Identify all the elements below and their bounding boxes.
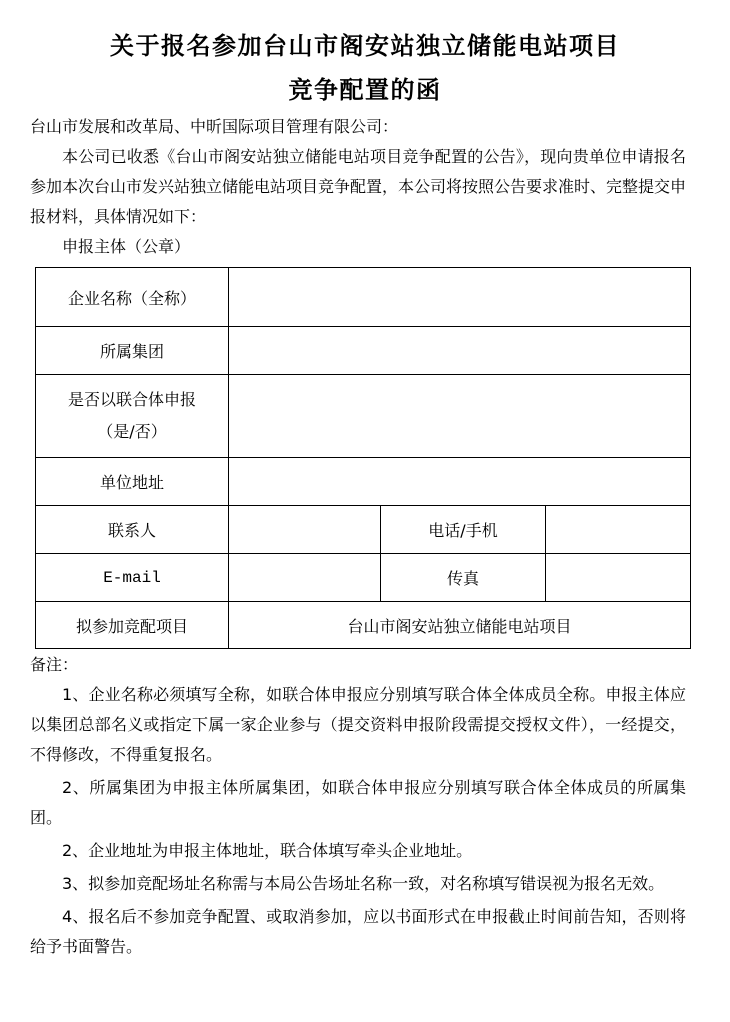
email-label: E-mail xyxy=(36,554,229,602)
body-paragraph: 本公司已收悉《台山市阁安站独立储能电站项目竞争配置的公告》，现向贵单位申请报名参加本次台山市发兴站独立储能电站项目竞争配置，本公司将按照公告要求准时、完整提交申报材料，具体情况如下： xyxy=(30,147,687,226)
email-field[interactable] xyxy=(229,554,381,602)
phone-field[interactable] xyxy=(546,506,691,554)
group-field[interactable] xyxy=(229,327,691,375)
contact-label: 联系人 xyxy=(36,506,229,554)
consortium-field[interactable] xyxy=(229,375,691,458)
company-name-field[interactable] xyxy=(229,268,691,327)
consortium-label-line-1: 是否以联合体申报 xyxy=(67,390,196,409)
note-item-3: 2、企业地址为申报主体地址，联合体填写牵头企业地址。 xyxy=(62,841,473,860)
phone-label: 电话/手机 xyxy=(381,506,546,554)
application-form-table xyxy=(35,267,691,649)
salutation: 台山市发展和改革局、中昕国际项目管理有限公司： xyxy=(30,117,399,136)
note-item-5: 4、报名后不参加竞争配置、或取消参加，应以书面形式在申报截止时间前告知，否则将给予书面警告。 xyxy=(30,907,686,956)
consortium-label-line-2: （是/否） xyxy=(97,422,167,441)
contact-field[interactable] xyxy=(229,506,381,554)
table-row-address xyxy=(36,458,691,506)
table-row-consortium xyxy=(36,375,691,458)
document-title xyxy=(30,24,700,112)
consortium-label xyxy=(36,375,229,458)
group-label: 所属集团 xyxy=(36,327,229,375)
fax-field[interactable] xyxy=(546,554,691,602)
table-row-email xyxy=(36,554,691,602)
notes-label: 备注： xyxy=(30,655,79,674)
fax-label: 传真 xyxy=(381,554,546,602)
table-row-project xyxy=(36,602,691,649)
address-label: 单位地址 xyxy=(36,458,229,506)
address-field[interactable] xyxy=(229,458,691,506)
project-label: 拟参加竞配项目 xyxy=(36,602,229,649)
table-row-group xyxy=(36,327,691,375)
subject-line: 申报主体（公章） xyxy=(62,237,191,256)
title-line-1: 关于报名参加台山市阁安站独立储能电站项目 xyxy=(110,32,620,60)
project-value: 台山市阁安站独立储能电站项目 xyxy=(229,602,691,649)
table-row-contact xyxy=(36,506,691,554)
title-line-2: 竞争配置的函 xyxy=(288,76,442,104)
table-row-company-name xyxy=(36,268,691,327)
note-item-2: 2、所属集团为申报主体所属集团，如联合体申报应分别填写联合体全体成员的所属集团。 xyxy=(30,778,686,827)
note-item-1: 1、企业名称必须填写全称，如联合体申报应分别填写联合体全体成员全称。申报主体应以集团总部名义或指定下属一家企业参与（提交资料申报阶段需提交授权文件），一经提交，不得修改，不得重复报名。 xyxy=(30,685,686,764)
note-item-4: 3、拟参加竞配场址名称需与本局公告场址名称一致，对名称填写错误视为报名无效。 xyxy=(62,874,665,893)
company-name-label: 企业名称（全称） xyxy=(36,268,229,327)
